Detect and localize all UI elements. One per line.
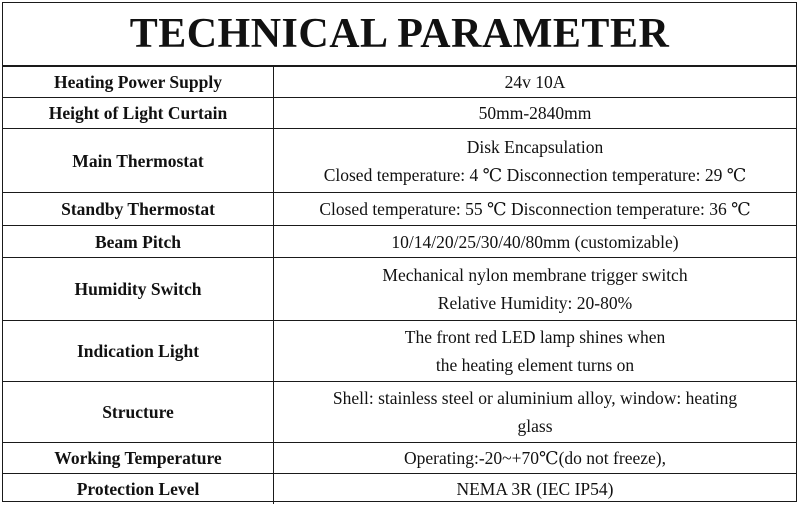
table-row: [3, 258, 796, 321]
table-row: [3, 67, 796, 98]
param-value: [274, 258, 797, 321]
value-line: Mechanical nylon membrane trigger switch: [382, 265, 688, 285]
param-label: Protection Level: [3, 474, 274, 504]
value-line: Shell: stainless steel or aluminium alloy, window: heating: [332, 388, 738, 408]
value-line: The front red LED lamp shines when: [404, 327, 666, 347]
table-row: [3, 226, 796, 258]
table-row: [3, 382, 796, 443]
technical-parameter-sheet: [2, 2, 797, 502]
param-value: [274, 321, 797, 382]
param-label: Height of Light Curtain: [3, 98, 274, 129]
param-label: Heating Power Supply: [3, 67, 274, 98]
param-label: Beam Pitch: [3, 226, 274, 258]
param-label: Standby Thermostat: [3, 193, 274, 226]
param-value: [274, 129, 797, 193]
value-line: Disk Encapsulation: [466, 136, 604, 157]
value-line: Closed temperature: 4 ℃ Disconnection temperature: 29 ℃: [323, 164, 747, 185]
table-row: [3, 129, 796, 193]
value-line: the heating element turns on: [435, 355, 635, 375]
param-value: [274, 193, 797, 226]
value-line: 24v 10A: [504, 72, 566, 92]
param-value: [274, 443, 797, 474]
table-row: [3, 474, 796, 504]
value-line: Relative Humidity: 20-80%: [437, 293, 633, 313]
value-line: 50mm-2840mm: [478, 103, 592, 123]
param-value: [274, 67, 797, 98]
param-value: [274, 474, 797, 504]
param-value: [274, 226, 797, 258]
param-label: Structure: [3, 382, 274, 443]
param-label: Indication Light: [3, 321, 274, 382]
table-row: [3, 193, 796, 226]
table-row: [3, 98, 796, 129]
table-row: [3, 443, 796, 474]
value-line: Closed temperature: 55 ℃ Disconnection temperature: 36 ℃: [319, 199, 751, 219]
value-line: NEMA 3R (IEC IP54): [456, 478, 614, 499]
param-label: Main Thermostat: [3, 129, 274, 193]
value-line: Operating:-20~+70℃(do not freeze),: [404, 448, 666, 468]
param-label: Working Temperature: [3, 443, 274, 474]
value-line: glass: [517, 416, 553, 436]
table-row: [3, 321, 796, 382]
param-value: [274, 382, 797, 443]
page-title: TECHNICAL PARAMETER: [3, 3, 796, 66]
value-line: 10/14/20/25/30/40/80mm (customizable): [391, 231, 679, 252]
parameter-table: [3, 66, 796, 504]
param-value: [274, 98, 797, 129]
param-label: Humidity Switch: [3, 258, 274, 321]
